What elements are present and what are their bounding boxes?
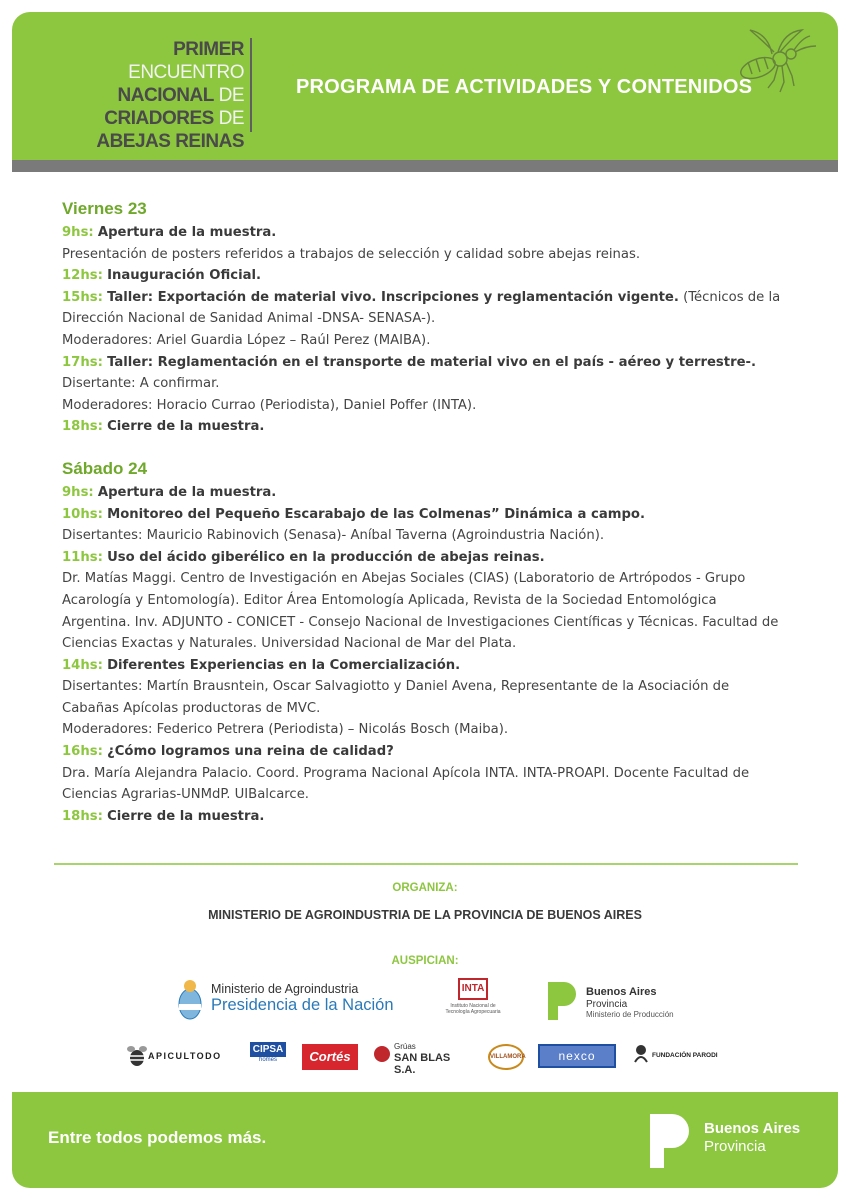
schedule-time: 11hs: bbox=[62, 549, 103, 565]
schedule-line bbox=[62, 395, 802, 417]
footer-band bbox=[12, 1092, 838, 1188]
schedule-heading: Taller: Reglamentación en el transporte de material vivo en el país - aéreo y terrestre-. bbox=[107, 354, 757, 370]
parodi-text: FUNDACIÓN PARODI bbox=[652, 1052, 718, 1059]
provincia-p-icon bbox=[648, 1112, 690, 1170]
day-title-friday: Viernes 23 bbox=[62, 199, 147, 218]
schedule-line bbox=[62, 416, 802, 438]
inta-logo bbox=[438, 978, 508, 1028]
footer-brand-logo bbox=[648, 1112, 828, 1172]
schedule-heading: Monitoreo del Pequeño Escarabajo de las Colmenas” Dinámica a campo. bbox=[107, 506, 645, 522]
schedule-time: 10hs: bbox=[62, 506, 103, 522]
apicultodo-text: APICULTODO bbox=[148, 1051, 222, 1061]
schedule-time: 9hs: bbox=[62, 225, 94, 240]
schedule-heading: Apertura de la muestra. bbox=[97, 484, 277, 500]
schedule-time: 18hs: bbox=[62, 808, 103, 824]
schedule-line bbox=[62, 287, 802, 309]
schedule-heading: Inauguración Oficial. bbox=[107, 268, 262, 284]
bee-mark-icon bbox=[126, 1044, 148, 1068]
provincia-p-icon bbox=[546, 980, 576, 1022]
schedule-text: Argentina. Inv. ADJUNTO - CONICET - Consejo Nacional de Investigaciones Científicas y Técnicas. Facultad de bbox=[62, 614, 779, 630]
title-divider bbox=[250, 38, 252, 132]
schedule-line bbox=[62, 504, 802, 526]
schedule-line bbox=[62, 633, 802, 655]
schedule-text: Ciencias Exactas y Naturales. Universidad Nacional de Mar del Plata. bbox=[62, 636, 517, 652]
schedule-line bbox=[62, 330, 802, 352]
schedule-text: Dr. Matías Maggi. Centro de Investigación en Abejas Sociales (CIAS) (Laboratorio de Artrópodos - Grupo bbox=[62, 571, 746, 587]
schedule-heading: ¿Cómo logramos una reina de calidad? bbox=[107, 744, 394, 760]
event-title-line: ABEJAS REINAS bbox=[96, 131, 244, 152]
friday-schedule bbox=[62, 222, 802, 438]
program-poster bbox=[12, 12, 838, 1188]
nexco-logo: nexco bbox=[538, 1044, 616, 1068]
schedule-text: Disertantes: Mauricio Rabinovich (Senasa)- Aníbal Taverna (Agroindustria Nación). bbox=[62, 528, 605, 544]
event-title-line: PRIMER ENCUENTRO bbox=[128, 39, 244, 83]
program-content bbox=[62, 192, 802, 827]
program-title: PROGRAMA DE ACTIVIDADES Y CONTENIDOS bbox=[296, 76, 753, 98]
schedule-time: 17hs: bbox=[62, 354, 103, 370]
footer-brand-name: Buenos Aires bbox=[704, 1120, 801, 1137]
schedule-text: Moderadores: Federico Petrera (Periodista) – Nicolás Bosch (Maiba). bbox=[62, 722, 509, 738]
schedule-time: 15hs: bbox=[62, 289, 103, 305]
schedule-time: 16hs: bbox=[62, 744, 103, 760]
cortes-logo: Cortés bbox=[302, 1044, 358, 1070]
schedule-heading: Taller: Exportación de material vivo. Inscripciones y reglamentación vigente. bbox=[107, 289, 679, 305]
schedule-line bbox=[62, 525, 802, 547]
schedule-line bbox=[62, 655, 802, 677]
min-agro-line1: Ministerio de Agroindustria bbox=[211, 982, 359, 996]
schedule-line bbox=[62, 352, 802, 374]
inta-mark: INTA bbox=[458, 978, 488, 1000]
apicultodo-logo bbox=[126, 1042, 236, 1072]
ba-provincia-logo bbox=[546, 980, 696, 1024]
footer-brand-sub: Provincia bbox=[704, 1138, 766, 1155]
ministerio-agroindustria-logo bbox=[177, 978, 417, 1024]
fundacion-parodi-logo bbox=[632, 1042, 728, 1072]
cipsa-text: CIPSA bbox=[250, 1042, 286, 1057]
national-shield-icon bbox=[177, 978, 203, 1022]
organizer-name: MINISTERIO DE AGROINDUSTRIA DE LA PROVINCIA DE BUENOS AIRES bbox=[208, 908, 642, 922]
ba-prov-name: Buenos Aires bbox=[586, 986, 657, 998]
schedule-text: Disertante: A confirmar. bbox=[62, 376, 220, 392]
organiza-label: ORGANIZA: bbox=[392, 882, 458, 894]
schedule-heading: Apertura de la muestra. bbox=[97, 225, 277, 240]
gruas-emblem-icon bbox=[374, 1046, 390, 1062]
schedule-text: Ciencias Agrarias-UNMdP. UIBalcarce. bbox=[62, 787, 309, 803]
section-divider bbox=[54, 863, 798, 865]
schedule-line bbox=[62, 806, 802, 828]
event-title-line: CRIADORES DE bbox=[104, 108, 244, 129]
schedule-line bbox=[62, 547, 802, 569]
schedule-line bbox=[62, 741, 802, 763]
schedule-line bbox=[62, 373, 802, 395]
schedule-text: (Técnicos de la bbox=[678, 289, 781, 305]
villamora-logo: VILLAMORA bbox=[488, 1044, 524, 1070]
event-title bbox=[58, 38, 244, 153]
cipsa-sub: homes bbox=[258, 1057, 277, 1063]
schedule-text: Acarología y Entomología). Editor Área Entomología Aplicada, Revista de la Sociedad Entomológica bbox=[62, 592, 717, 608]
day-title-saturday: Sábado 24 bbox=[62, 458, 148, 478]
schedule-time: 14hs: bbox=[62, 657, 103, 673]
parodi-emblem-icon bbox=[632, 1044, 650, 1064]
schedule-text: Cabañas Apícolas productoras de MVC. bbox=[62, 700, 321, 716]
schedule-text: Moderadores: Ariel Guardia López – Raúl Perez (MAIBA). bbox=[62, 332, 431, 348]
ba-prov-sub: Provincia bbox=[586, 999, 628, 1010]
schedule-line bbox=[62, 222, 802, 244]
bee-icon bbox=[728, 26, 820, 106]
schedule-line bbox=[62, 719, 802, 741]
schedule-line bbox=[62, 698, 802, 720]
schedule-line bbox=[62, 590, 802, 612]
schedule-time: 9hs: bbox=[62, 484, 94, 500]
schedule-line bbox=[62, 612, 802, 634]
schedule-line bbox=[62, 676, 802, 698]
schedule-heading: Cierre de la muestra. bbox=[107, 808, 265, 824]
cipsa-logo bbox=[250, 1042, 286, 1072]
footer-slogan: Entre todos podemos más. bbox=[48, 1128, 267, 1147]
schedule-line bbox=[62, 568, 802, 590]
schedule-text: Dirección Nacional de Sanidad Animal -DNSA- SENASA-). bbox=[62, 311, 436, 327]
ba-prov-ministry: Ministerio de Producción bbox=[586, 1010, 674, 1019]
schedule-heading: Cierre de la muestra. bbox=[107, 419, 265, 435]
gruas-text: Grúas bbox=[394, 1042, 416, 1051]
schedule-time: 12hs: bbox=[62, 268, 103, 284]
gruas-san-blas-logo bbox=[374, 1042, 474, 1076]
schedule-line bbox=[62, 784, 802, 806]
event-title-line: NACIONAL DE bbox=[117, 85, 244, 106]
san-blas-text: SAN BLAS S.A. bbox=[394, 1052, 451, 1076]
schedule-text: Dra. María Alejandra Palacio. Coord. Programa Nacional Apícola INTA. INTA-PROAPI. Docente Facultad de bbox=[62, 765, 750, 781]
schedule-time: 18hs: bbox=[62, 419, 103, 435]
header-band bbox=[12, 12, 838, 172]
schedule-line bbox=[62, 244, 802, 266]
inta-subtitle: Instituto Nacional de Tecnología Agropecuaria bbox=[445, 1003, 501, 1015]
schedule-heading: Uso del ácido giberélico en la producción de abejas reinas. bbox=[107, 549, 545, 565]
header-strip bbox=[12, 160, 838, 172]
saturday-schedule bbox=[62, 482, 802, 828]
schedule-heading: Diferentes Experiencias en la Comercialización. bbox=[107, 657, 461, 673]
schedule-line bbox=[62, 308, 802, 330]
schedule-text: Presentación de posters referidos a trabajos de selección y calidad sobre abejas reinas. bbox=[62, 246, 641, 262]
schedule-text: Disertantes: Martín Brausntein, Oscar Salvagiotto y Daniel Avena, Representante de la Asociación de bbox=[62, 679, 730, 695]
schedule-text: Moderadores: Horacio Currao (Periodista), Daniel Poffer (INTA). bbox=[62, 397, 477, 413]
auspician-label: AUSPICIAN: bbox=[391, 955, 459, 967]
min-agro-line2: Presidencia de la Nación bbox=[211, 996, 394, 1014]
schedule-line bbox=[62, 265, 802, 287]
schedule-line bbox=[62, 482, 802, 504]
schedule-line bbox=[62, 763, 802, 785]
